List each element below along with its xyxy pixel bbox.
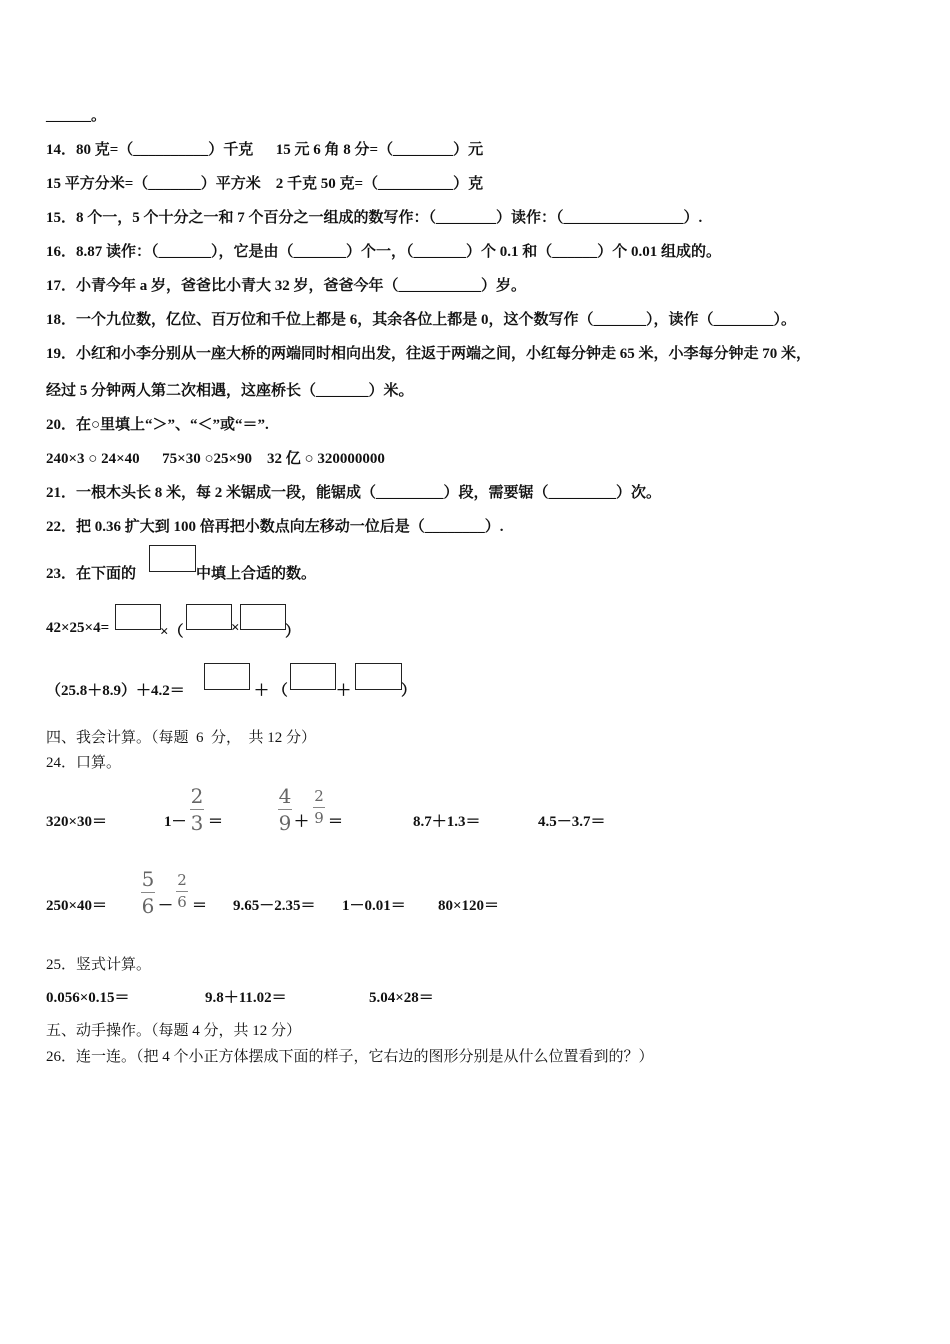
question-22: 22．把 0.36 扩大到 100 倍再把小数点向左移动一位后是（________）. [46,519,504,535]
answer-box[interactable] [240,604,286,630]
fraction-bar [176,891,188,892]
answer-box-example [149,545,196,572]
fraction-denominator: 9 [314,809,324,827]
question-26: 26．连一连。（把 4 个小正方体摆成下面的样子，它右边的图形分别是从什么位置看到的？） [46,1049,654,1065]
fraction-denominator: 6 [177,893,187,911]
times-symbol: × [231,620,240,636]
fraction-numerator: 4 [278,784,292,808]
close-paren: ） [285,624,301,640]
question-19-line-1: 19．小红和小李分别从一座大桥的两端同时相向出发，往返于两端之间，小红每分钟走 65 米，小李每分钟走 70 米， [46,346,812,362]
minus-symbol: － [158,898,174,914]
answer-box[interactable] [186,604,232,630]
fraction-bar [278,809,292,810]
question-20-comparisons: 240×3 ○ 24×40 75×30 ○25×90 32 亿 ○ 320000000 [46,451,385,467]
fraction-bar [190,809,204,810]
fraction-4-9 [278,786,292,833]
calc-4: 8.7＋1.3＝ [413,814,481,830]
question-21: 21．一根木头长 8 米，每 2 米锯成一段，能锯成（_________）段，需要锯（_________）次。 [46,485,662,501]
calc-1: 320×30＝ [46,814,108,830]
fraction-denominator: 6 [141,894,155,918]
calc-9: 1－0.01＝ [342,898,406,914]
question-20: 20．在○里填上“＞”、“＜”或“＝”. [46,417,269,433]
question-14-line-1: 14．80 克=（__________）千克 15 元 6 角 8 分=（________）元 [46,142,484,158]
question-23-suffix: 中填上合适的数。 [196,566,317,582]
fraction-2-3 [190,786,204,833]
calc-8: 9.65－2.35＝ [233,898,316,914]
close-paren: ） [401,683,417,699]
question-14-line-2: 15 平方分米=（_______）平方米 2 千克 50 克=（__________）克 [46,176,484,192]
equation-23a-left: 42×25×4= [46,620,110,636]
question-18: 18．一个九位数，亿位、百万位和千位上都是 6，其余各位上都是 0，这个数写作（_______），读作（________）。 [46,312,797,328]
answer-box[interactable] [204,663,250,690]
answer-box[interactable] [115,604,161,630]
plus-symbol: ＋ [336,683,352,699]
calc-5: 4.5－3.7＝ [538,814,606,830]
calc-2-equals: ＝ [208,814,224,830]
question-17: 17．小青今年 a 岁，爸爸比小青大 32 岁，爸爸今年（___________）岁。 [46,278,527,294]
question-24: 24．口算。 [46,755,122,771]
fraction-5-6 [141,869,155,916]
vertical-calc-1: 0.056×0.15＝ [46,990,130,1006]
question-23-prefix: 23．在下面的 [46,566,137,582]
fraction-denominator: 3 [190,811,204,835]
section-5-heading: 五、动手操作。（每题 4 分，共 12 分） [46,1023,302,1039]
plus-symbol: ＋ （ [254,683,288,699]
calc-6: 250×40＝ [46,898,108,914]
fraction-numerator: 2 [177,871,187,889]
calc-7-equals: ＝ [192,898,208,914]
answer-box[interactable] [290,663,336,690]
equation-23b-left: （25.8＋8.9）＋4.2＝ [46,683,185,699]
question-15: 15．8 个一，5 个十分之一和 7 个百分之一组成的数写作：（________）读作：（________________）. [46,210,703,226]
calc-2-prefix: 1－ [164,814,187,830]
fraction-bar [313,807,325,808]
fraction-denominator: 9 [278,811,292,835]
fraction-bar [141,892,155,893]
plus-symbol: ＋ [294,814,310,830]
fraction-numerator: 2 [314,787,324,805]
fraction-numerator: 5 [141,867,155,891]
section-4-heading: 四、我会计算。（每题 6 分， 共 12 分） [46,730,317,746]
calc-3-equals: ＝ [328,814,344,830]
question-25: 25．竖式计算。 [46,957,152,973]
question-19-line-2: 经过 5 分钟两人第二次相遇，这座桥长（_______）米。 [46,383,414,399]
vertical-calc-2: 9.8＋11.02＝ [205,990,287,1006]
question-16: 16．8.87 读作：（_______），它是由（_______）个一，（_______）个 0.1 和（______）个 0.01 组成的。 [46,244,722,260]
calc-10: 80×120＝ [438,898,500,914]
continuation-line: ______。 [46,108,107,124]
fraction-2-9 [313,789,325,826]
answer-box[interactable] [355,663,402,690]
vertical-calc-3: 5.04×28＝ [369,990,434,1006]
fraction-numerator: 2 [190,784,204,808]
fraction-2-6 [176,873,188,910]
times-symbol: ×（ [160,624,184,640]
